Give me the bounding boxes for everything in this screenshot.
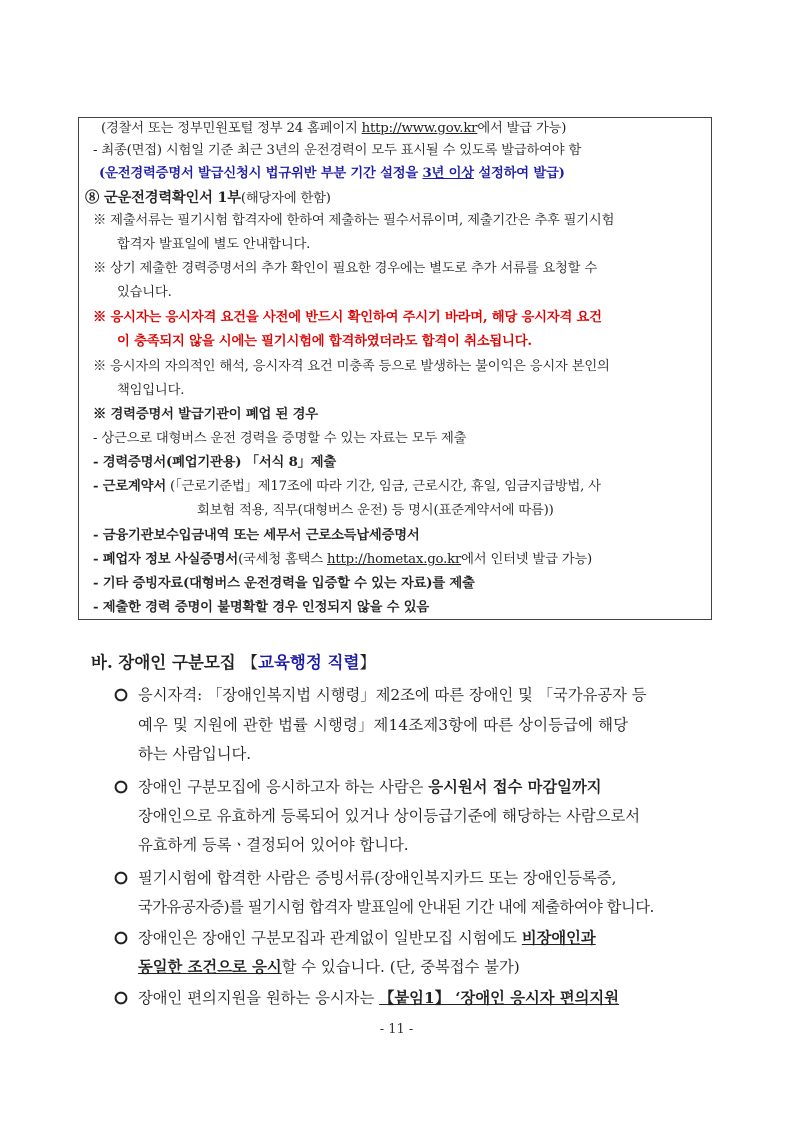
hollow-circle-bullet-icon — [113, 930, 129, 946]
para-1-line-2: 예우 및 지원에 관한 법률 시행령」제14조제3항에 따른 상이등급에 해당 — [138, 716, 629, 734]
box-line-11: ※ 응시자의 자의적인 해석, 응시자격 요건 미충족 등으로 발생하는 불이익은 응시자 본인의 — [93, 359, 610, 374]
box-line-13: ※ 경력증명서 발급기관이 폐업 된 경우 — [93, 407, 318, 422]
hollow-circle-bullet-icon — [113, 779, 129, 795]
requirements-box — [78, 117, 712, 620]
box-line-5: ※ 제출서류는 필기시험 합격자에 한하여 제출하는 필수서류이며, 제출기간은 추후 필기시험 — [93, 213, 615, 228]
box-line-9: ※ 응시자는 응시자격 요건을 사전에 반드시 확인하여 주시기 바라며, 해당 응시자격 요건 — [93, 310, 602, 325]
page-number: - 11 - — [379, 1022, 414, 1037]
box-line-3: (운전경력증명서 발급신청시 법규위반 부분 기간 설정을 3년 이상 설정하여 발급) — [99, 166, 565, 181]
para-5-line-1: 장애인 편의지원을 원하는 응시자는 【붙임1】 ‘장애인 응시자 편의지원 — [138, 989, 619, 1007]
box-line-20: - 기타 증빙자료(대형버스 운전경력을 입증할 수 있는 자료)를 제출 — [93, 576, 475, 591]
box-line-6: 합격자 발표일에 별도 안내합니다. — [117, 237, 311, 252]
para-2-line-3: 유효하게 등록ㆍ결정되어 있어야 합니다. — [138, 836, 409, 854]
box-line-2: - 최종(면접) 시험일 기준 최근 3년의 운전경력이 모두 표시될 수 있도록 발급하여야 함 — [93, 143, 582, 158]
box-line-14: - 상근으로 대형버스 운전 경력을 증명할 수 있는 자료는 모두 제출 — [93, 431, 467, 446]
box-line-12: 책임입니다. — [117, 383, 185, 398]
box-line-16: - 근로계약서 (「근로기준법」제17조에 따라 기간, 임금, 근로시간, 휴일, 임금지급방법, 사 — [93, 479, 601, 494]
box-line-1: (경찰서 또는 정부민원포털 정부 24 홈페이지 http://www.gov.kr에서 발급 가능) — [101, 121, 567, 136]
para-3-line-1: 필기시험에 합격한 사람은 증빙서류(장애인복지카드 또는 장애인등록증, — [138, 869, 617, 887]
hometax-link[interactable]: http://hometax.go.kr — [326, 552, 462, 567]
para-1-line-1: 응시자격: 「장애인복지법 시행령」제2조에 따른 장애인 및 「국가유공자 등 — [138, 686, 647, 704]
gov-link[interactable]: http://www.gov.kr — [361, 121, 478, 136]
para-1-line-3: 하는 사람입니다. — [138, 745, 252, 763]
para-2-line-1: 장애인 구분모집에 응시하고자 하는 사람은 응시원서 접수 마감일까지 — [138, 778, 602, 796]
box-line-4: ⑧ 군운전경력확인서 1부(해당자에 한함) — [85, 190, 331, 206]
para-2-line-2: 장애인으로 유효하게 등록되어 있거나 상이등급기준에 해당하는 사람으로서 — [138, 807, 641, 825]
box-line-17: 회보험 적용, 직무(대형버스 운전) 등 명시(표준계약서에 따름)) — [197, 503, 554, 518]
box-line-15: - 경력증명서(폐업기관용) 「서식 8」제출 — [93, 455, 337, 470]
box-line-19: - 폐업자 정보 사실증명서(국세청 홈택스 http://hometax.go.kr에서 인터넷 발급 가능) — [93, 552, 593, 567]
para-4-line-2: 동일한 조건으로 응시할 수 있습니다. (단, 중복접수 불가) — [138, 958, 520, 976]
box-line-8: 있습니다. — [117, 285, 172, 300]
hollow-circle-bullet-icon — [113, 687, 129, 703]
box-line-21: - 제출한 경력 증명이 불명확할 경우 인정되지 않을 수 있음 — [93, 600, 430, 615]
box-line-18: - 금융기관보수입금내역 또는 세무서 근로소득납세증명서 — [93, 528, 420, 543]
hollow-circle-bullet-icon — [113, 990, 129, 1006]
section-title: 바. 장애인 구분모집 【교육행정 직렬】 — [91, 653, 376, 672]
hollow-circle-bullet-icon — [113, 870, 129, 886]
para-3-line-2: 국가유공자증)를 필기시험 합격자 발표일에 안내된 기간 내에 제출하여야 합니다. — [138, 898, 654, 916]
para-4-line-1: 장애인은 장애인 구분모집과 관계없이 일반모집 시험에도 비장애인과 — [138, 929, 596, 947]
box-line-7: ※ 상기 제출한 경력증명서의 추가 확인이 필요한 경우에는 별도로 추가 서류를 요청할 수 — [93, 261, 597, 276]
box-line-10: 이 충족되지 않을 시에는 필기시험에 합격하였더라도 합격이 취소됩니다. — [117, 334, 532, 349]
